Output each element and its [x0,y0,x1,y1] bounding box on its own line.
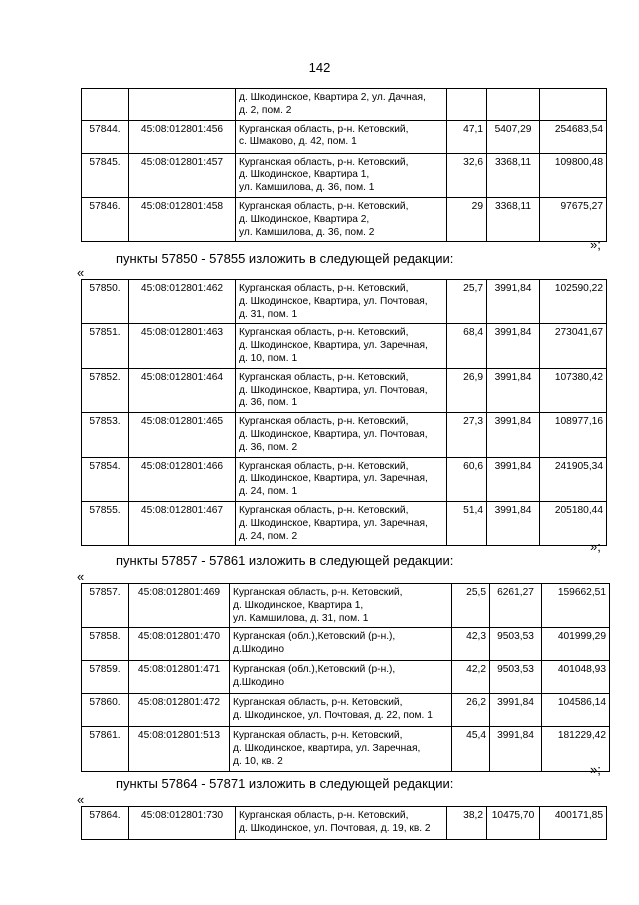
cell-unit-value: 3991,84 [487,324,540,368]
cell-cadastral-value: 109800,48 [540,153,607,197]
cell-area: 26,9 [447,368,487,412]
cell-cadastral-number: 45:08:012801:458 [129,197,236,241]
cell-area [447,89,487,121]
register-table [81,583,610,772]
cell-area: 27,3 [447,413,487,457]
cell-cadastral-value: 159662,51 [542,584,610,628]
cell-cadastral-number: 45:08:012801:730 [129,807,236,840]
cell-cadastral-value: 102590,22 [540,280,607,324]
cell-cadastral-value: 107380,42 [540,368,607,412]
cell-unit-value: 3991,84 [490,727,542,771]
table-row [82,661,610,694]
cell-cadastral-value: 401048,93 [542,661,610,694]
register-table [81,88,607,242]
cell-unit-value: 5407,29 [487,120,540,153]
cell-address: Курганская область, р-н. Кетовский, д. Шкодинское, Квартира, ул. Почтовая, д. 36, пом. 1 [236,368,447,412]
cell-cadastral-number [129,89,236,121]
cell-address: Курганская область, р-н. Кетовский, д. Шкодинское, Квартира, ул. Почтовая, д. 31, пом. 1 [236,280,447,324]
cell-address: Курганская область, р-н. Кетовский, д. Шкодинское, Квартира, ул. Заречная, д. 24, пом. 2 [236,501,447,545]
cell-unit-value: 6261,27 [490,584,542,628]
cell-cadastral-number: 45:08:012801:469 [129,584,230,628]
cell-unit-value: 10475,70 [487,807,540,840]
cell-cadastral-value: 241905,34 [540,457,607,501]
opening-quote: « [77,792,85,807]
cell-cadastral-number: 45:08:012801:464 [129,368,236,412]
cell-area: 42,2 [452,661,490,694]
table-row [82,153,607,197]
cell-address: Курганская область, р-н. Кетовский, д. Шкодинское, Квартира 1, ул. Камшилова, д. 36, пом. 1 [236,153,447,197]
cell-area: 42,3 [452,628,490,661]
cell-cadastral-number: 45:08:012801:471 [129,661,230,694]
cell-cadastral-value: 254683,54 [540,120,607,153]
cell-address: Курганская область, р-н. Кетовский, д. Шкодинское, Квартира 1, ул. Камшилова, д. 31, пом. 1 [230,584,452,628]
cell-address: Курганская область, р-н. Кетовский, с. Шмаково, д. 42, пом. 1 [236,120,447,153]
cell-area: 60,6 [447,457,487,501]
table-row [82,89,607,121]
table-row [82,413,607,457]
cell-address: Курганская область, р-н. Кетовский, д. Шкодинское, Квартира, ул. Заречная, д. 24, пом. 1 [236,457,447,501]
cell-area: 68,4 [447,324,487,368]
register-table [81,279,607,546]
cell-cadastral-value: 108977,16 [540,413,607,457]
cell-cadastral-value: 181229,42 [542,727,610,771]
opening-quote: « [77,569,85,584]
cell-address: Курганская (обл.),Кетовский (р-н.), д.Шкодино [230,628,452,661]
table-row [82,628,610,661]
cell-cadastral-number: 45:08:012801:457 [129,153,236,197]
cell-cadastral-number: 45:08:012801:466 [129,457,236,501]
cell-item-number: 57852. [82,368,129,412]
cell-area: 32,6 [447,153,487,197]
cell-cadastral-number: 45:08:012801:513 [129,727,230,771]
cell-address: Курганская (обл.),Кетовский (р-н.), д.Шкодино [230,661,452,694]
cell-unit-value: 9503,53 [490,661,542,694]
cell-address: Курганская область, р-н. Кетовский, д. Шкодинское, ул. Почтовая, д. 19, кв. 2 [236,807,447,840]
table-row [82,727,610,771]
cell-cadastral-number: 45:08:012801:462 [129,280,236,324]
table-row [82,807,607,840]
cell-item-number: 57850. [82,280,129,324]
cell-cadastral-number: 45:08:012801:470 [129,628,230,661]
closing-quote: »; [590,539,601,554]
cell-area: 47,1 [447,120,487,153]
cell-cadastral-value: 205180,44 [540,501,607,545]
cell-item-number: 57859. [82,661,129,694]
cell-unit-value: 9503,53 [490,628,542,661]
table-row [82,501,607,545]
page-number: 142 [308,60,331,75]
cell-address: Курганская область, р-н. Кетовский, д. Шкодинское, Квартира, ул. Почтовая, д. 36, пом. 2 [236,413,447,457]
table-row [82,368,607,412]
cell-cadastral-value: 401999,29 [542,628,610,661]
cell-item-number: 57855. [82,501,129,545]
cell-item-number: 57858. [82,628,129,661]
cell-unit-value: 3991,84 [487,413,540,457]
closing-quote: »; [590,762,601,777]
table-row [82,197,607,241]
cell-cadastral-value [540,89,607,121]
cell-item-number: 57854. [82,457,129,501]
cell-item-number: 57844. [82,120,129,153]
cell-unit-value: 3991,84 [487,457,540,501]
cell-address: д. Шкодинское, Квартира 2, ул. Дачная, д. 2, пом. 2 [236,89,447,121]
cell-cadastral-number: 45:08:012801:463 [129,324,236,368]
table-row [82,120,607,153]
cell-cadastral-number: 45:08:012801:467 [129,501,236,545]
cell-item-number: 57861. [82,727,129,771]
cell-area: 29 [447,197,487,241]
cell-unit-value: 3991,84 [490,694,542,727]
cell-cadastral-value: 104586,14 [542,694,610,727]
cell-address: Курганская область, р-н. Кетовский, д. Шкодинское, Квартира, ул. Заречная, д. 10, пом. 1 [236,324,447,368]
cell-item-number: 57860. [82,694,129,727]
cell-unit-value: 3991,84 [487,280,540,324]
section-heading: пункты 57864 - 57871 изложить в следующей редакции: [116,776,454,791]
cell-unit-value: 3368,11 [487,153,540,197]
cell-cadastral-number: 45:08:012801:465 [129,413,236,457]
cell-unit-value: 3991,84 [487,368,540,412]
cell-unit-value [487,89,540,121]
cell-address: Курганская область, р-н. Кетовский, д. Шкодинское, квартира, ул. Заречная, д. 10, кв. 2 [230,727,452,771]
section-heading: пункты 57850 - 57855 изложить в следующей редакции: [116,251,454,266]
cell-cadastral-value: 273041,67 [540,324,607,368]
register-table [81,806,607,840]
cell-cadastral-number: 45:08:012801:456 [129,120,236,153]
table-row [82,457,607,501]
cell-cadastral-value: 97675,27 [540,197,607,241]
cell-unit-value: 3368,11 [487,197,540,241]
cell-cadastral-value: 400171,85 [540,807,607,840]
cell-area: 25,7 [447,280,487,324]
cell-address: Курганская область, р-н. Кетовский, д. Шкодинское, Квартира 2, ул. Камшилова, д. 36, пом. 2 [236,197,447,241]
cell-item-number: 57864. [82,807,129,840]
cell-cadastral-number: 45:08:012801:472 [129,694,230,727]
section-heading: пункты 57857 - 57861 изложить в следующей редакции: [116,553,454,568]
table-row [82,324,607,368]
cell-area: 26,2 [452,694,490,727]
cell-item-number: 57845. [82,153,129,197]
closing-quote: »; [590,237,601,252]
table-row [82,280,607,324]
table-row [82,694,610,727]
cell-address: Курганская область, р-н. Кетовский, д. Шкодинское, ул. Почтовая, д. 22, пом. 1 [230,694,452,727]
cell-area: 45,4 [452,727,490,771]
cell-item-number: 57851. [82,324,129,368]
table-row [82,584,610,628]
cell-area: 51,4 [447,501,487,545]
cell-item-number: 57857. [82,584,129,628]
cell-unit-value: 3991,84 [487,501,540,545]
cell-item-number [82,89,129,121]
cell-area: 38,2 [447,807,487,840]
cell-item-number: 57846. [82,197,129,241]
opening-quote: « [77,265,85,280]
cell-item-number: 57853. [82,413,129,457]
cell-area: 25,5 [452,584,490,628]
